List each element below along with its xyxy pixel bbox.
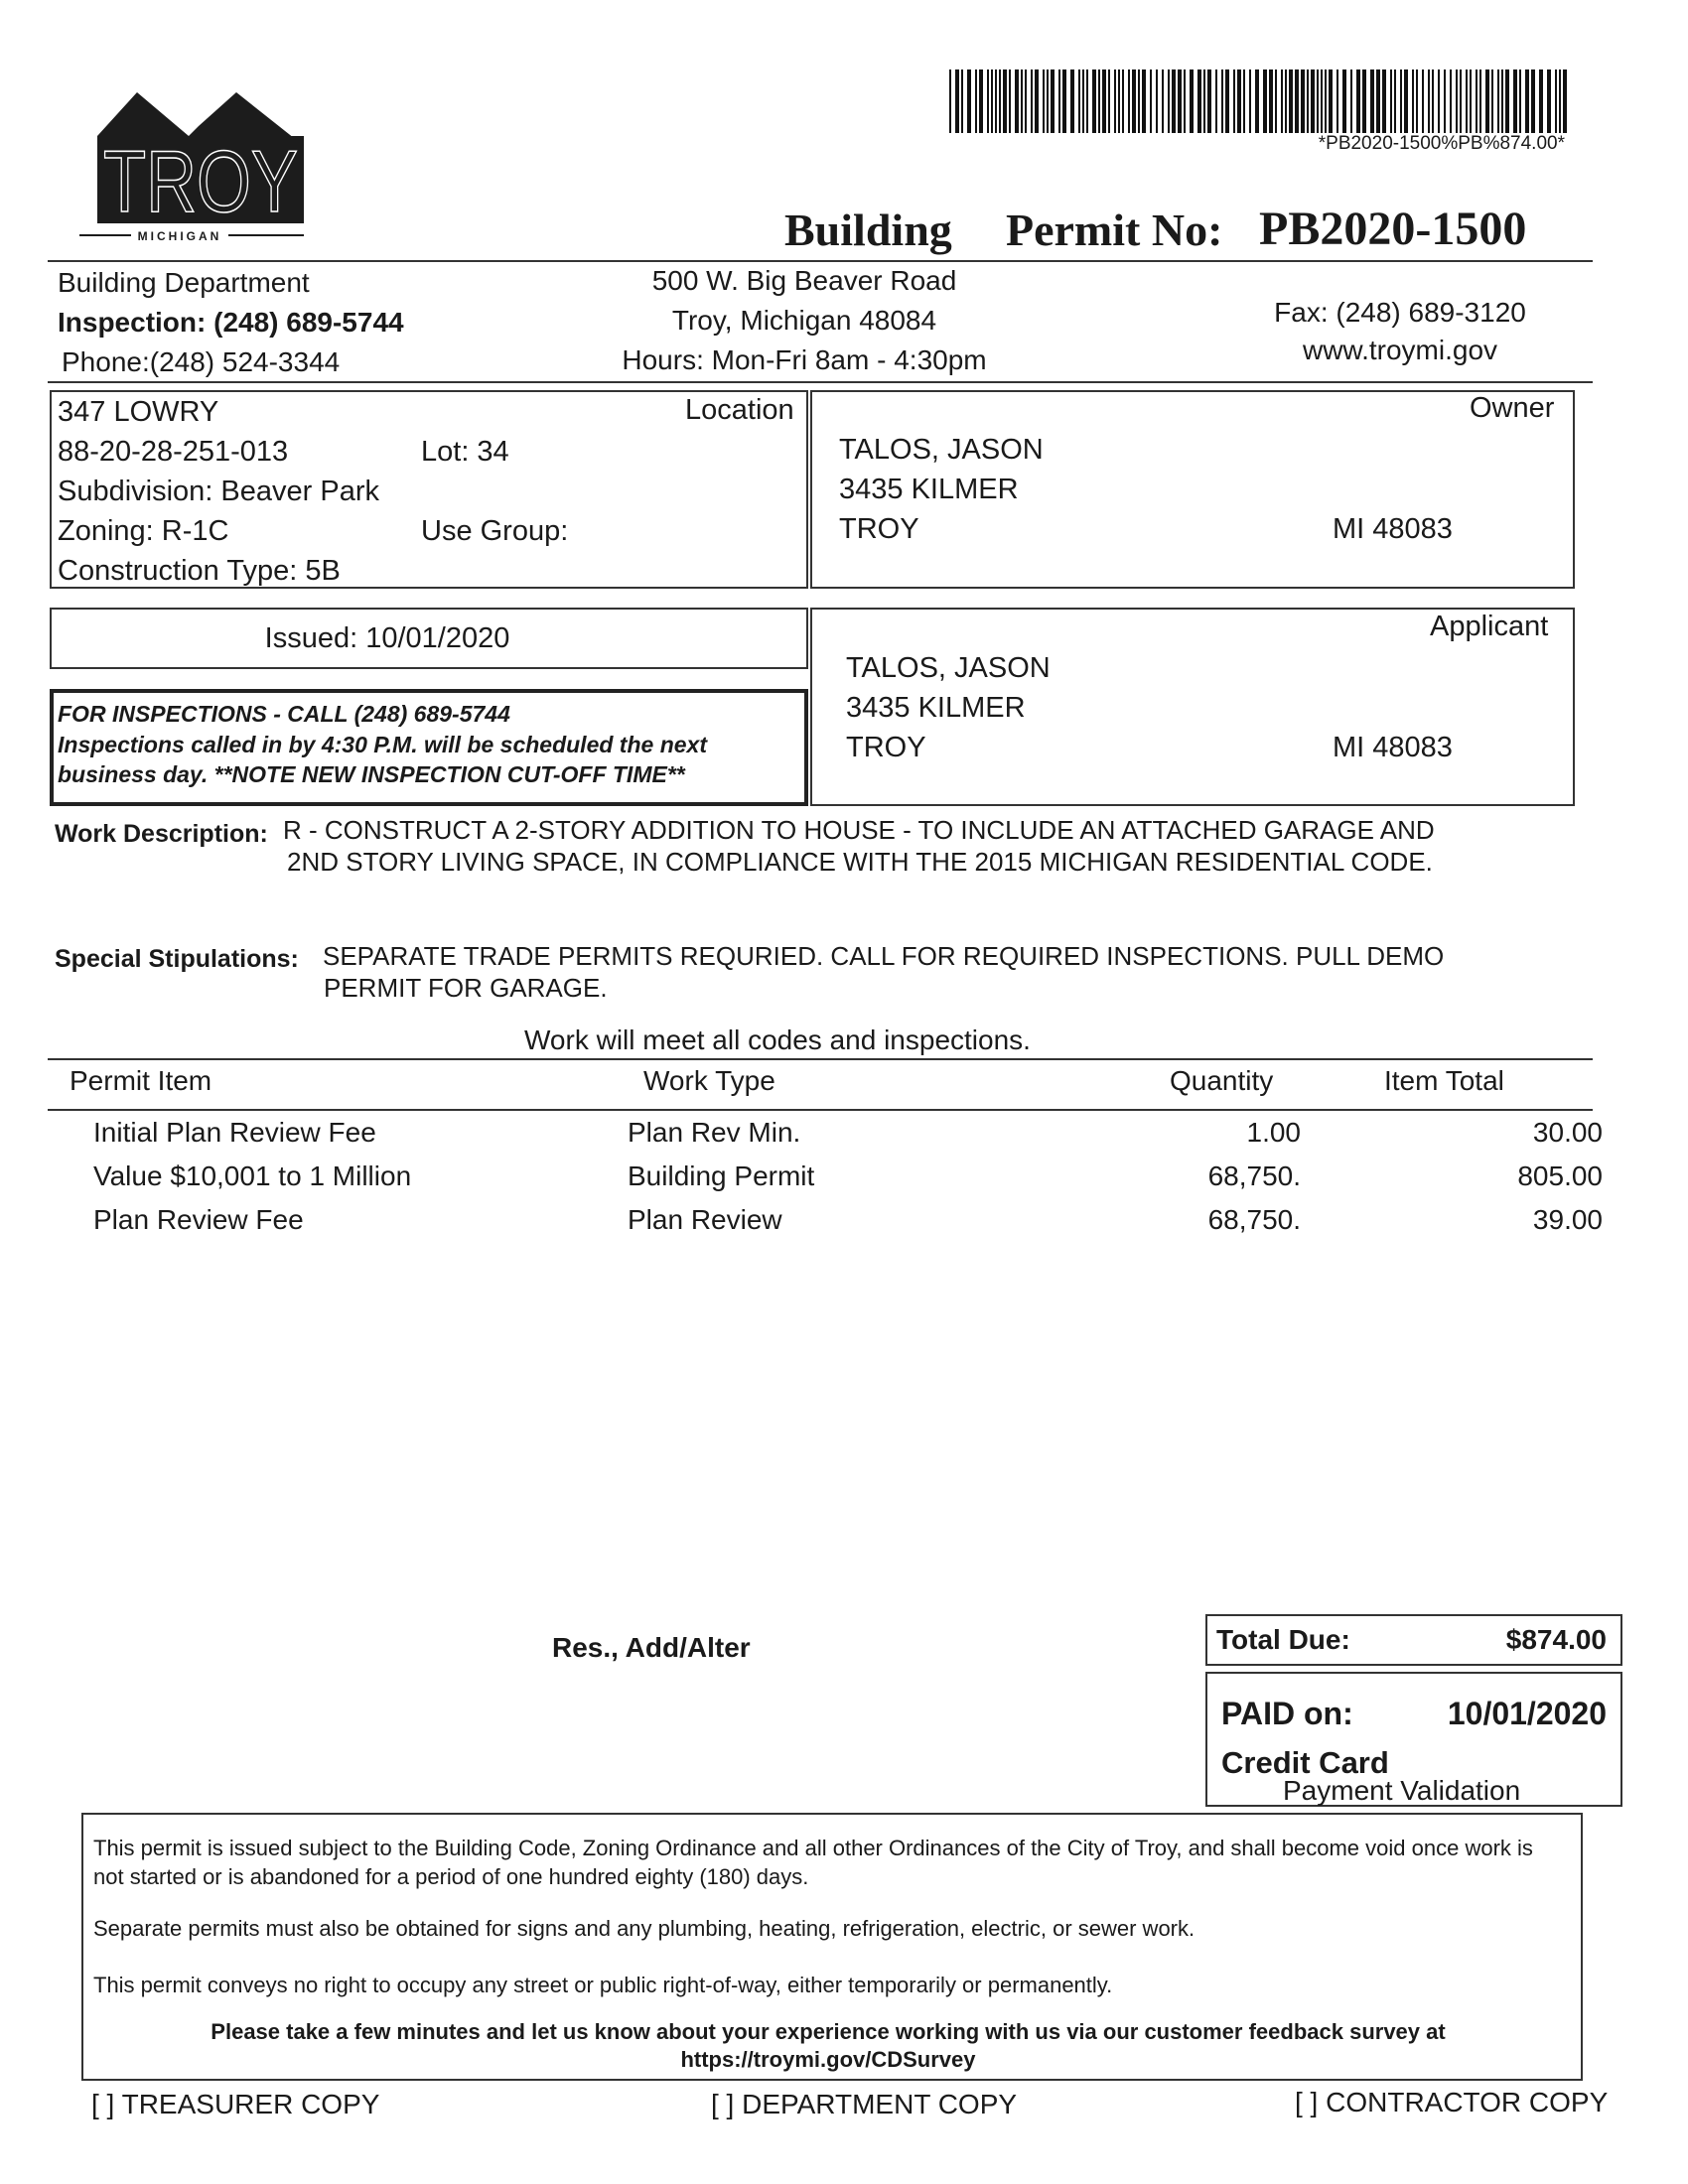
barcode-bar (1263, 69, 1267, 133)
dept-address-line1: 500 W. Big Beaver Road (651, 265, 957, 296)
barcode-bar (1138, 69, 1140, 133)
barcode-bar (1269, 69, 1273, 133)
barcode-bar (1342, 69, 1346, 133)
barcode-bar (1114, 69, 1116, 133)
barcode-bar (1321, 69, 1323, 133)
cell-item-total: 30.00 (1532, 1117, 1603, 1148)
permit-category: Res., Add/Alter (552, 1632, 751, 1663)
barcode-bar (1301, 69, 1305, 133)
inspection-phone: Inspection: (248) 689-5744 (58, 307, 404, 338)
title-word: Building (784, 205, 952, 255)
website-link[interactable]: www.troymi.gov (1302, 335, 1498, 365)
notice-line1: FOR INSPECTIONS - CALL (248) 689-5744 (58, 701, 510, 727)
barcode-bar (1317, 69, 1319, 133)
dept-address-line2: Troy, Michigan 48084 (671, 305, 937, 336)
barcode-bar (1505, 69, 1509, 133)
work-description-label: Work Description: (55, 820, 268, 848)
barcode-bar (1122, 69, 1124, 133)
parcel-number: 88-20-28-251-013 (58, 436, 289, 468)
barcode-bar (1412, 69, 1414, 133)
barcode-bar (1150, 69, 1152, 133)
subdivision: Subdivision: Beaver Park (58, 476, 379, 507)
barcode-bar (1513, 69, 1517, 133)
contact-rule (48, 381, 1593, 383)
col-header-item-total: Item Total (1384, 1065, 1504, 1096)
work-description-line2: 2ND STORY LIVING SPACE, IN COMPLIANCE WITH THE 2015 MICHIGAN RESIDENTIAL CODE. (287, 847, 1433, 877)
terms-paragraph-1: This permit is issued subject to the Building Code, Zoning Ordinance and all other Ordinances of the City of Troy, and shall become void once work is not started or is abandoned for a period of one hundred eighty (180) days. (93, 1836, 1533, 1889)
barcode-bar (1142, 69, 1146, 133)
barcode-bar (1450, 69, 1452, 133)
barcode-bar (1043, 69, 1045, 133)
survey-link[interactable]: https://troymi.gov/CDSurvey (680, 2047, 976, 2072)
barcode-bar (955, 69, 959, 133)
barcode-bar (1559, 69, 1561, 133)
terms-paragraph-3: This permit conveys no right to occupy any street or public right-of-way, either temporarily or permanently. (93, 1973, 1113, 1997)
barcode-bar (1281, 69, 1283, 133)
barcode-bar (949, 69, 951, 133)
barcode-bar (1082, 69, 1084, 133)
barcode-bar (1118, 69, 1120, 133)
barcode-bar (961, 69, 963, 133)
barcode-bar (1400, 69, 1402, 133)
stipulations-line1: SEPARATE TRADE PERMITS REQURIED. CALL FOR REQUIRED INSPECTIONS. PULL DEMO (323, 941, 1445, 971)
notice-line3: business day. **NOTE NEW INSPECTION CUT-OFF TIME** (58, 761, 685, 787)
barcode-bar (1172, 69, 1176, 133)
barcode-bar (1479, 69, 1481, 133)
codes-note: Work will meet all codes and inspections. (524, 1024, 1031, 1055)
col-header-quantity: Quantity (1170, 1065, 1274, 1096)
cell-permit-item: Value $10,001 to 1 Million (93, 1160, 412, 1191)
barcode-bar (1078, 69, 1080, 133)
barcode-bar (1051, 69, 1055, 133)
barcode-bar (1390, 69, 1392, 133)
barcode-bar (1476, 69, 1477, 133)
barcode-bar (1197, 69, 1201, 133)
barcode-bar (1356, 69, 1360, 133)
lot-number: Lot: 34 (421, 436, 509, 468)
barcode-bar (1438, 69, 1440, 133)
barcode-bar (1307, 69, 1309, 133)
location-street: 347 LOWRY (58, 396, 219, 428)
barcode-bar (1311, 69, 1315, 133)
paid-label: PAID on: (1221, 1696, 1353, 1731)
barcode-bar (979, 69, 983, 133)
treasurer-copy-checkbox[interactable]: [ ] TREASURER COPY (91, 2089, 380, 2119)
barcode-bar (1460, 69, 1462, 133)
barcode-bar (1009, 69, 1011, 133)
barcode-bar (1501, 69, 1503, 133)
barcode-bar (1362, 69, 1366, 133)
barcode-bar (1416, 69, 1418, 133)
barcode-bar (1035, 69, 1039, 133)
barcode-bar (1525, 69, 1529, 133)
barcode-bar (1376, 69, 1380, 133)
owner-city: TROY (839, 513, 919, 545)
barcode-bar (1233, 69, 1235, 133)
barcode-bar (1444, 69, 1446, 133)
fax-number: Fax: (248) 689-3120 (1274, 297, 1526, 328)
table-header-rule (48, 1109, 1593, 1111)
troy-logo (60, 84, 318, 243)
dept-name: Building Department (58, 267, 310, 298)
issued-date: Issued: 10/01/2020 (264, 622, 510, 654)
barcode-bar (1190, 69, 1194, 133)
cell-work-type: Plan Rev Min. (628, 1117, 801, 1148)
barcode-bar (1215, 69, 1217, 133)
barcode-bar (1470, 69, 1472, 133)
owner-street: 3435 KILMER (839, 474, 1019, 505)
barcode-bars (945, 69, 1571, 133)
barcode-bar (1102, 69, 1106, 133)
survey-invitation: Please take a few minutes and let us know about your experience working with us via our customer feedback survey at (211, 2019, 1446, 2044)
total-due-amount: $874.00 (1505, 1624, 1607, 1655)
barcode-bar (1519, 69, 1521, 133)
barcode-bar (1285, 69, 1287, 133)
barcode-bar (1058, 69, 1060, 133)
troy-logo-mark (60, 84, 318, 243)
barcode-bar (1031, 69, 1033, 133)
cell-work-type: Building Permit (628, 1160, 815, 1191)
barcode-bar (1531, 69, 1535, 133)
barcode-bar (1547, 69, 1551, 133)
barcode-bar (987, 69, 989, 133)
applicant-name: TALOS, JASON (846, 652, 1051, 684)
zoning: Zoning: R-1C (58, 515, 229, 547)
barcode-caption: *PB2020-1500%PB%874.00* (1318, 133, 1565, 154)
barcode-bar (1491, 69, 1493, 133)
header-rule (48, 260, 1593, 262)
stipulations-label: Special Stipulations: (55, 945, 299, 973)
applicant-street: 3435 KILMER (846, 692, 1026, 724)
barcode-bar (1178, 69, 1182, 133)
owner-state-zip: MI 48083 (1333, 513, 1453, 545)
contractor-copy-checkbox[interactable]: [ ] CONTRACTOR COPY (1295, 2087, 1609, 2117)
work-description-line1: R - CONSTRUCT A 2-STORY ADDITION TO HOUSE - TO INCLUDE AN ATTACHED GARAGE AND (283, 815, 1435, 845)
department-copy-checkbox[interactable]: [ ] DEPARTMENT COPY (711, 2089, 1018, 2119)
barcode-bar (1497, 69, 1499, 133)
cell-item-total: 39.00 (1532, 1204, 1603, 1235)
barcode-bar (1394, 69, 1396, 133)
cell-work-type: Plan Review (628, 1204, 782, 1235)
barcode-bar (1025, 69, 1027, 133)
barcode-bar (1062, 69, 1066, 133)
barcode-bar (1422, 69, 1424, 133)
paid-date: 10/01/2020 (1447, 1696, 1607, 1731)
applicant-state-zip: MI 48083 (1333, 732, 1453, 763)
barcode-bar (995, 69, 997, 133)
barcode-bar (1295, 69, 1299, 133)
barcode-bar (1336, 69, 1338, 133)
office-phone: Phone:(248) 524-3344 (62, 346, 341, 377)
stipulations-line2: PERMIT FOR GARAGE. (324, 973, 608, 1003)
payment-method: Credit Card (1221, 1745, 1389, 1780)
cell-quantity: 1.00 (1246, 1117, 1301, 1148)
barcode-bar (999, 69, 1001, 133)
barcode-bar (1221, 69, 1223, 133)
barcode-bar (1225, 69, 1229, 133)
office-hours: Hours: Mon-Fri 8am - 4:30pm (622, 344, 987, 375)
barcode-bar (1329, 69, 1333, 133)
barcode-bar (1108, 69, 1110, 133)
barcode-bar (1092, 69, 1096, 133)
barcode-bar (1070, 69, 1074, 133)
cell-quantity: 68,750. (1207, 1160, 1301, 1191)
barcode-bar (1456, 69, 1458, 133)
logo-text: TROY (103, 132, 298, 230)
cell-permit-item: Initial Plan Review Fee (93, 1117, 376, 1148)
barcode-bar (1432, 69, 1434, 133)
barcode-bar (1132, 69, 1136, 133)
table-top-rule (48, 1058, 1593, 1060)
barcode-bar (1156, 69, 1158, 133)
barcode-bar (1466, 69, 1468, 133)
barcode-bar (1128, 69, 1130, 133)
barcode-bar (1555, 69, 1557, 133)
barcode-bar (1184, 69, 1186, 133)
barcode-bar (1015, 69, 1019, 133)
owner-heading: Owner (1470, 392, 1555, 424)
col-header-permit-item: Permit Item (70, 1065, 212, 1096)
cell-item-total: 805.00 (1517, 1160, 1603, 1191)
barcode-bar (1325, 69, 1327, 133)
barcode-bar (1370, 69, 1374, 133)
owner-name: TALOS, JASON (839, 434, 1044, 466)
barcode-bar (1404, 69, 1408, 133)
col-header-work-type: Work Type (643, 1065, 775, 1096)
use-group: Use Group: (421, 515, 569, 547)
barcode-bar (1428, 69, 1430, 133)
barcode-bar (1098, 69, 1100, 133)
barcode-bar (1168, 69, 1170, 133)
terms-paragraph-2: Separate permits must also be obtained for signs and any plumbing, heating, refrigeration, electric, or sewer work. (93, 1916, 1196, 1941)
barcode-bar (1243, 69, 1245, 133)
applicant-city: TROY (846, 732, 926, 763)
applicant-heading: Applicant (1430, 611, 1549, 642)
barcode-bar (1563, 69, 1567, 133)
barcode-bar (1021, 69, 1023, 133)
barcode-bar (1255, 69, 1259, 133)
location-heading: Location (685, 394, 794, 426)
barcode-bar (1350, 69, 1352, 133)
barcode-bar (1382, 69, 1386, 133)
logo-subtext: MICHIGAN (137, 229, 222, 243)
barcode-bar (1003, 69, 1007, 133)
total-due-label: Total Due: (1216, 1624, 1350, 1655)
barcode-bar (1047, 69, 1049, 133)
barcode-bar (991, 69, 993, 133)
payment-validation: Payment Validation (1283, 1775, 1521, 1806)
barcode (945, 69, 1571, 133)
barcode-bar (967, 69, 971, 133)
barcode-bar (975, 69, 977, 133)
barcode-bar (1162, 69, 1164, 133)
notice-line2: Inspections called in by 4:30 P.M. will be scheduled the next (58, 732, 707, 757)
barcode-bar (1207, 69, 1211, 133)
barcode-bar (1086, 69, 1088, 133)
cell-quantity: 68,750. (1207, 1204, 1301, 1235)
construction-type: Construction Type: 5B (58, 555, 341, 587)
barcode-bar (1275, 69, 1277, 133)
barcode-bar (1237, 69, 1241, 133)
permit-label: Permit No: (1006, 205, 1223, 255)
barcode-bar (1485, 69, 1489, 133)
permit-number: PB2020-1500 (1259, 203, 1527, 255)
barcode-bar (1289, 69, 1293, 133)
barcode-bar (1539, 69, 1543, 133)
cell-permit-item: Plan Review Fee (93, 1204, 304, 1235)
barcode-bar (1203, 69, 1205, 133)
barcode-bar (1249, 69, 1251, 133)
